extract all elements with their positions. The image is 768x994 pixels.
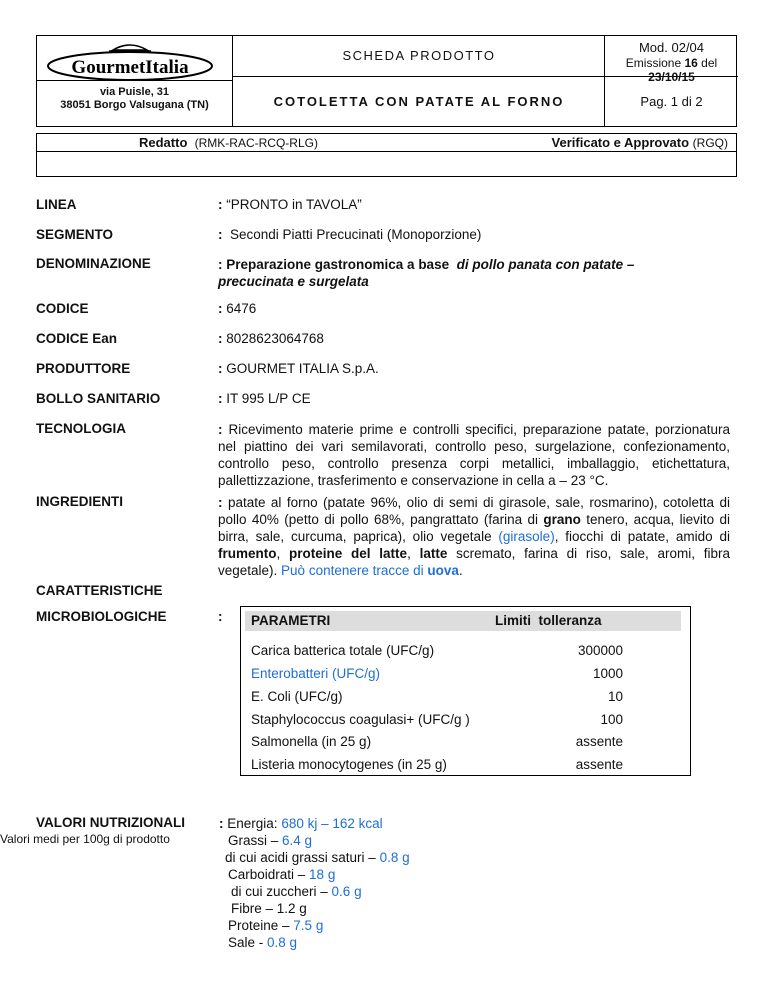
mod-code: Mod. 02/04 xyxy=(638,40,705,55)
tecnologia-label: TECNOLOGIA xyxy=(36,421,126,436)
segmento-label: SEGMENTO xyxy=(36,227,114,242)
table-row: Staphylococcus coagulasi+ (UFC/g ) 100 xyxy=(251,712,623,727)
nutrition-sublabel: Valori medi per 100g di prodotto xyxy=(0,832,170,846)
micro-table xyxy=(240,606,691,776)
approval-box xyxy=(36,133,737,177)
codice-value: : 6476 xyxy=(218,301,257,316)
table-row: Carica batterica totale (UFC/g) 300000 xyxy=(251,643,623,658)
table-row: E. Coli (UFC/g) 10 xyxy=(251,689,623,704)
nutrition-fibre: Fibre – 1.2 g xyxy=(231,901,307,916)
produttore-label: PRODUTTORE xyxy=(36,361,131,376)
page-number: Pag. 1 di 2 xyxy=(640,94,703,109)
nutrition-zuccheri: di cui zuccheri – 0.6 g xyxy=(231,884,362,899)
emission-info: Emissione 16 del 23/10/15 xyxy=(625,56,718,84)
denominazione-label: DENOMINAZIONE xyxy=(36,256,151,271)
redatto: Redatto (RMK-RAC-RCQ-RLG) xyxy=(139,135,318,150)
ean-label: CODICE Ean xyxy=(36,331,118,346)
table-row: Listeria monocytogenes (in 25 g) assente xyxy=(251,757,623,772)
nutrition-grassi: Grassi – 6.4 g xyxy=(228,833,313,848)
product-title: COTOLETTA CON PATATE AL FORNO xyxy=(273,94,565,109)
bollo-label: BOLLO SANITARIO xyxy=(36,391,161,406)
address-line-2: 38051 Borgo Valsugana (TN) xyxy=(60,99,209,111)
codice-label: CODICE xyxy=(36,301,89,316)
table-row: Salmonella (in 25 g) assente xyxy=(251,734,623,749)
ingredienti-label: INGREDIENTI xyxy=(36,494,124,509)
document-header xyxy=(36,35,737,127)
divider xyxy=(37,151,736,152)
produttore-value: : GOURMET ITALIA S.p.A. xyxy=(218,361,379,376)
nutrition-proteine: Proteine – 7.5 g xyxy=(228,918,324,933)
company-logo xyxy=(45,42,215,80)
segmento-value: : Secondi Piatti Precucinati (Monoporzione) xyxy=(218,227,482,242)
tecnologia-value: : Ricevimento materie prime e controlli specifici, preparazione patate, porzionatura nel piattino dei vari semilavorati, controllo peso, surgelazione, confezionamento, controllo peso, controllo presenza corpi metallici, imballaggio, etichettatura, pallettizzazione, trasferimento e conservazione in cella a – 23 °C. xyxy=(218,422,730,488)
doc-type: SCHEDA PRODOTTO xyxy=(342,48,496,63)
address-line-1: via Puisle, 31 xyxy=(99,86,170,98)
nutrition-energia: : Energia: 680 kj – 162 kcal xyxy=(219,816,383,831)
nutrition-sale: Sale - 0.8 g xyxy=(228,935,298,950)
caratteristiche-label: CARATTERISTICHE xyxy=(36,583,163,598)
linea-label: LINEA xyxy=(36,197,77,212)
table-row: Enterobatteri (UFC/g) 1000 xyxy=(251,666,623,681)
ean-value: : 8028623064768 xyxy=(218,331,324,346)
microbiologiche-label: MICROBIOLOGICHE xyxy=(36,609,167,624)
logo-text: GourmetItalia xyxy=(71,57,189,78)
ingredienti-value: : patate al forno (patate 96%, olio di semi di girasole, sale, rosmarino), cotoletta di pollo 40% (petto di pollo 68%, pangrattato (farina di grano tenero, acqua, lievito di birra, sale, curcuma, paprica), olio vegetale (girasole), fiocchi di patate, amido di frumento, proteine del latte, latte scremato, farina di riso, sale, aromi, fibra vegetale). Può contenere tracce di uova. xyxy=(218,495,730,578)
bollo-value: : IT 995 L/P CE xyxy=(218,391,311,406)
nutrition-label: VALORI NUTRIZIONALI xyxy=(36,815,185,830)
denominazione-value: : Preparazione gastronomica a base di pollo panata con patate – precucinata e surgelata xyxy=(218,257,635,289)
verificato: Verificato e Approvato (RGQ) xyxy=(551,135,728,150)
linea-value: : “PRONTO in TAVOLA” xyxy=(218,197,362,212)
nutrition-carboidrati: Carboidrati – 18 g xyxy=(228,867,336,882)
col-param: PARAMETRI xyxy=(251,613,331,628)
col-limits: Limiti tolleranza xyxy=(495,613,602,628)
colon: : xyxy=(218,609,223,624)
nutrition-saturi: di cui acidi grassi saturi – 0.8 g xyxy=(225,850,410,865)
